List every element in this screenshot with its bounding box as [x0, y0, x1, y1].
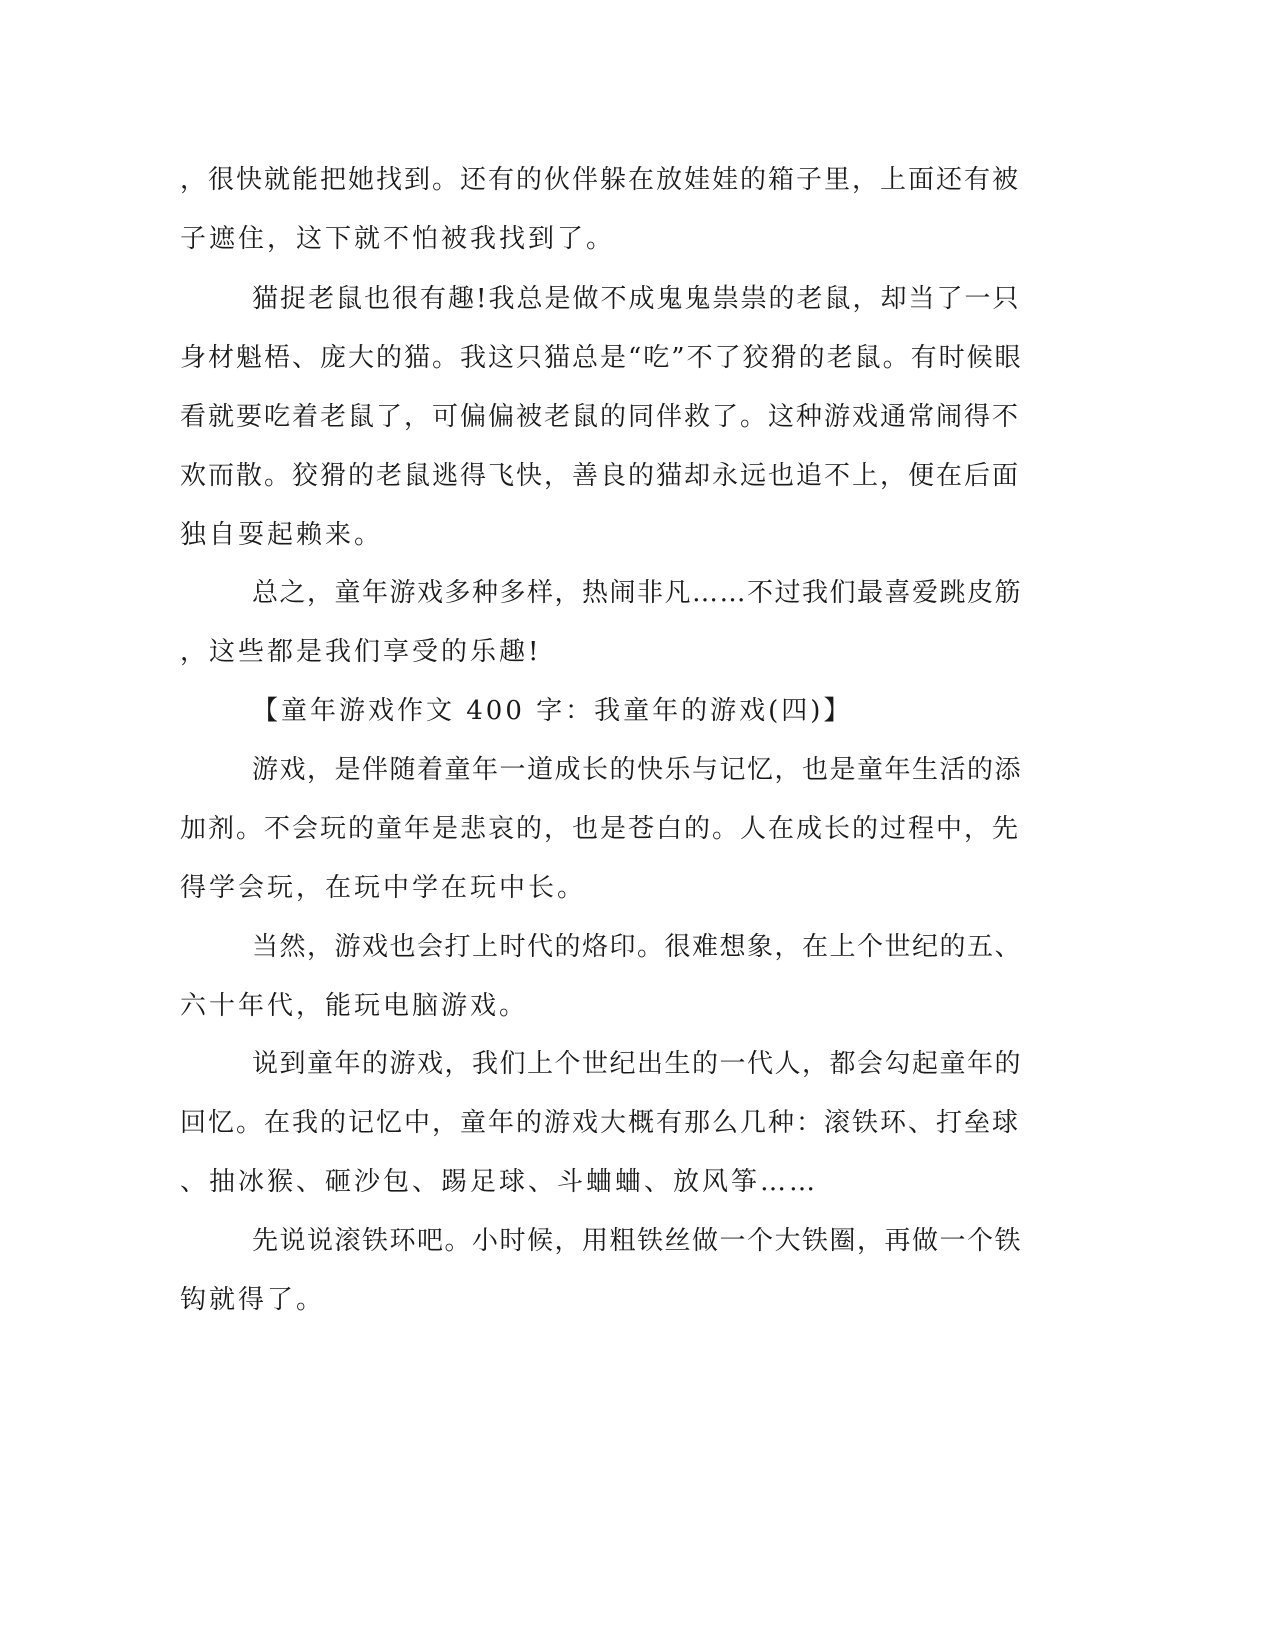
text-line: 先说说滚铁环吧。小时候，用粗铁丝做一个大铁圈，再做一个铁 — [252, 1226, 1023, 1256]
text-line: 加剂。不会玩的童年是悲哀的，也是苍白的。人在成长的过程中，先 — [180, 814, 1021, 844]
text-line: 、抽冰猴、砸沙包、踢足球、斗蛐蛐、放风筝…… — [180, 1167, 819, 1197]
text-line: ，很快就能把她找到。还有的伙伴躲在放娃娃的箱子里，上面还有被 — [180, 165, 1021, 195]
text-line: 身材魁梧、庞大的猫。我这只猫总是“吃”不了狡猾的老鼠。有时候眼 — [180, 343, 1023, 373]
text-line: 独自耍起赖来。 — [180, 520, 384, 550]
text-line: 当然，游戏也会打上时代的烙印。很难想象，在上个世纪的五、 — [252, 932, 1023, 962]
text-line: 总之，童年游戏多种多样，热闹非凡……不过我们最喜爱跳皮筋 — [252, 578, 1023, 608]
text-line: ，这些都是我们享受的乐趣! — [180, 637, 542, 667]
text-line: 游戏，是伴随着童年一道成长的快乐与记忆，也是童年生活的添 — [252, 755, 1023, 785]
text-line: 钩就得了。 — [180, 1285, 326, 1315]
text-line: 子遮住，这下就不怕被我找到了。 — [180, 224, 616, 254]
text-line: 六十年代，能玩电脑游戏。 — [180, 991, 529, 1021]
section-heading: 【童年游戏作文 400 字：我童年的游戏(四)】 — [252, 696, 853, 726]
text-line: 说到童年的游戏，我们上个世纪出生的一代人，都会勾起童年的 — [252, 1049, 1023, 1079]
text-line: 欢而散。狡猾的老鼠逃得飞快，善良的猫却永远也追不上，便在后面 — [180, 461, 1021, 491]
text-line: 猫捉老鼠也很有趣!我总是做不成鬼鬼祟祟的老鼠，却当了一只 — [252, 284, 1021, 314]
text-line: 得学会玩，在玩中学在玩中长。 — [180, 873, 587, 903]
text-line: 回忆。在我的记忆中，童年的游戏大概有那么几种：滚铁环、打垒球 — [180, 1108, 1021, 1138]
text-line: 看就要吃着老鼠了，可偏偏被老鼠的同伴救了。这种游戏通常闹得不 — [180, 402, 1021, 432]
